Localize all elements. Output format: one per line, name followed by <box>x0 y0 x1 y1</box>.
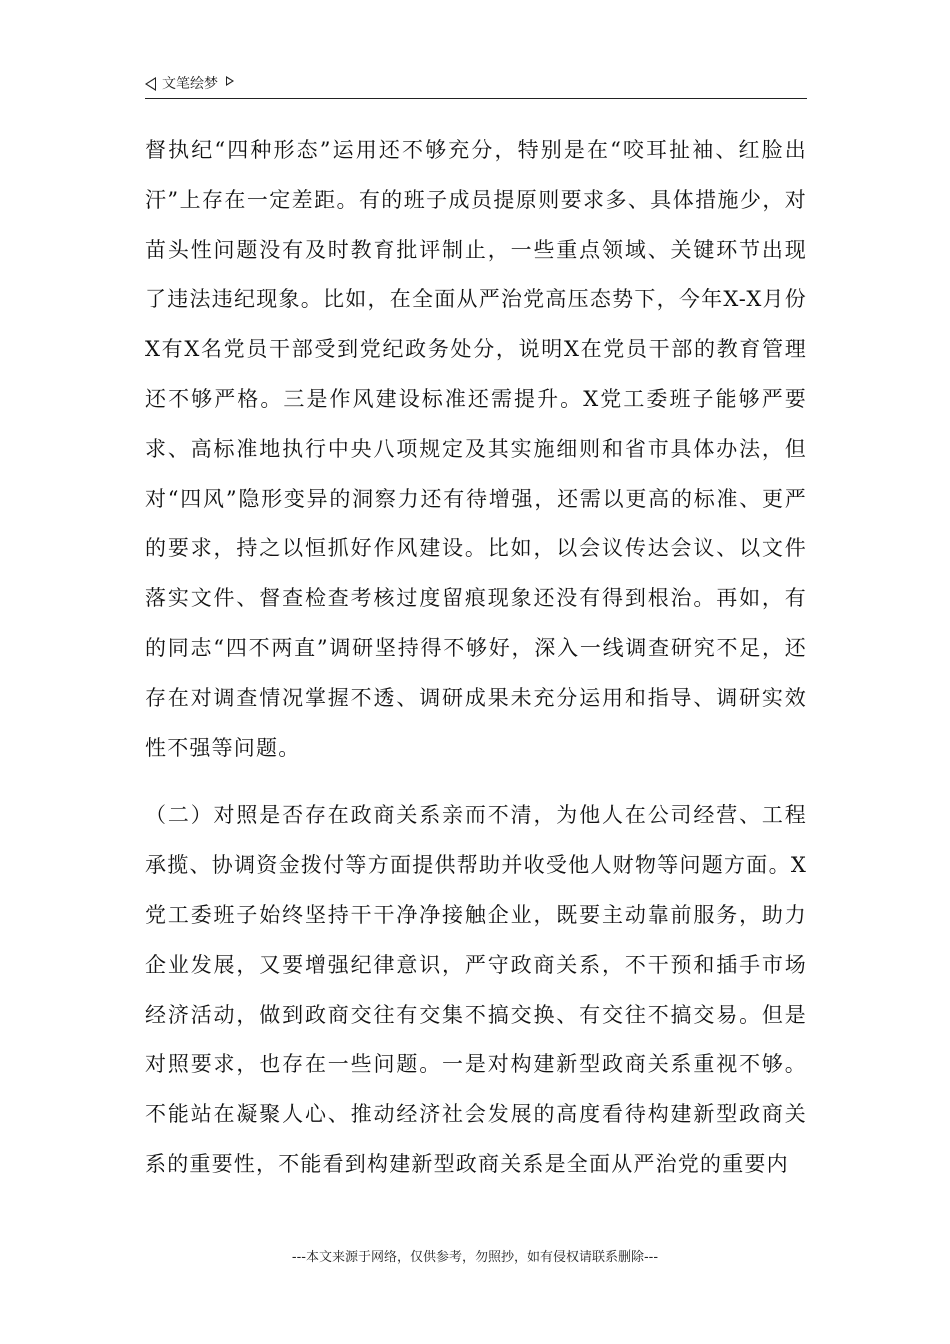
page-header <box>145 74 807 99</box>
triangle-right-icon <box>226 76 234 86</box>
body-paragraph-1: 督执纪“四种形态”运用还不够充分，特别是在“咬耳扯袖、红脸出汗”上存在一定差距。有的班子成员提原则要求多、具体措施少，对苗头性问题没有及时教育批评制止，一些重点领域、关键环节出现了违法违纪现象。比如，在全面从严治党高压态势下，今年X-X月份X有X名党员干部受到党纪政务处分，说明X在党员干部的教育管理还不够严格。三是作风建设标准还需提升。X党工委班子能够严要求、高标准地执行中央八项规定及其实施细则和省市具体办法，但对“四风”隐形变异的洞察力还有待增强，还需以更高的标准、更严的要求，持之以恒抓好作风建设。比如，以会议传达会议、以文件落实文件、督查检查考核过度留痕现象还没有得到根治。再如，有的同志“四不两直”调研坚持得不够好，深入一线调查研究不足，还存在对调查情况掌握不透、调研成果未充分运用和指导、调研实效性不强等问题。 <box>145 138 807 760</box>
triangle-left-icon <box>145 77 156 91</box>
header-brand: 文笔绘梦 <box>162 76 218 92</box>
document-body <box>145 126 807 1190</box>
body-paragraph-2: （二）对照是否存在政商关系亲而不清，为他人在公司经营、工程承揽、协调资金拨付等方面提供帮助并收受他人财物等问题方面。X党工委班子始终坚持干干净净接触企业，既要主动靠前服务，助力企业发展，又要增强纪律意识，严守政商关系，不干预和插手市场经济活动，做到政商交往有交集不搞交换、有交往不搞交易。但是对照要求，也存在一些问题。一是对构建新型政商关系重视不够。不能站在凝聚人心、推动经济社会发展的高度看待构建新型政商关系的重要性，不能看到构建新型政商关系是全面从严治党的重要内 <box>145 803 807 1176</box>
footer-notice: ---本文来源于网络，仅供参考，勿照抄，如有侵权请联系删除--- <box>291 1250 659 1265</box>
